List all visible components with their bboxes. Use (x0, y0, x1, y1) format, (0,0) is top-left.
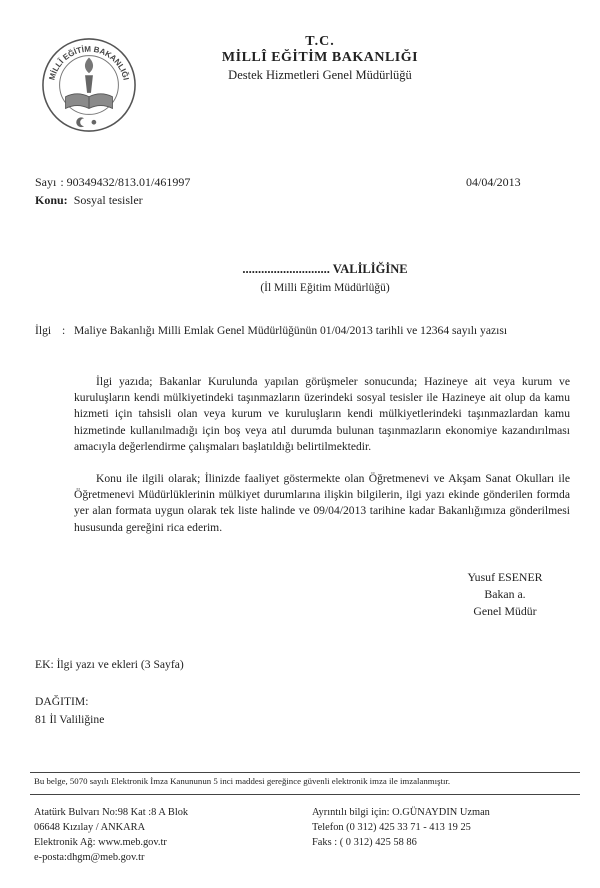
signer-name: Yusuf ESENER (467, 570, 543, 584)
distribution-label: DAĞITIM: (35, 695, 89, 708)
logo-arc-text: MİLLÎ EĞİTİM BAKANLIĞI (47, 44, 131, 82)
footer-email-link[interactable]: e-posta:dhgm@meb.gov.tr (34, 852, 145, 863)
footer-divider-bottom (30, 794, 580, 795)
footer-address-line: 06648 Kızılay / ANKARA (34, 822, 146, 833)
body-paragraph-2 (74, 471, 570, 536)
footer-address (34, 805, 188, 865)
footer-address-line: Atatürk Bulvarı No:98 Kat :8 A Blok (34, 807, 189, 818)
sayi-value: : 90349432/813.01/461997 (60, 175, 191, 189)
recipient-title: ............................ VALİLİĞİNE (242, 262, 408, 276)
ilgi-label: İlgi (35, 324, 52, 337)
ilgi-colon: : (62, 324, 66, 337)
footer-divider-top (30, 772, 580, 773)
body-paragraph-1 (74, 374, 570, 455)
footer-contact-person: Ayrıntılı bilgi için: O.GÜNAYDIN Uzman (312, 807, 490, 818)
signer-role-1: Bakan a. (484, 587, 526, 601)
ministry-logo (40, 36, 138, 134)
signer-role-2: Genel Müdür (473, 604, 537, 618)
footer-fax: Faks : ( 0 312) 425 58 86 (312, 837, 417, 848)
footer-web-link[interactable]: Elektronik Ağ: www.meb.gov.tr (34, 837, 167, 848)
sayi-label: Sayı (35, 175, 57, 189)
paragraph-2-text: Konu ile ilgili olarak; İlinizde faaliyet göstermekte olan Öğretmenevi ve Akşam Sanat Okulları ile Öğretmenevi Müdürlüklerinin mülkiyet durumlarına ilişkin bilgilerin, ilgi yazı ekinde gönderilen formda yer alan formata uygun olarak tek liste halinde ve 09/04/2013 tarihine kadar Bakanlığımıza gönderilmesi hususunda gereğini rica ederim. (74, 472, 570, 534)
footer-contact (312, 805, 490, 850)
header-department: Destek Hizmetleri Genel Müdürlüğü (228, 68, 412, 82)
konu-label: Konu: (35, 193, 68, 207)
konu-row (35, 193, 143, 208)
document-date: 04/04/2013 (466, 175, 521, 189)
signature-block (420, 569, 590, 620)
footer-phone: Telefon (0 312) 425 33 71 - 413 19 25 (312, 822, 471, 833)
konu-value: Sosyal tesisler (73, 193, 143, 207)
recipient-subtitle: (İl Milli Eğitim Müdürlüğü) (260, 282, 390, 294)
attachment-line: EK: İlgi yazı ve ekleri (3 Sayfa) (35, 658, 184, 671)
header-ministry: MİLLÎ EĞİTİM BAKANLIĞI (221, 50, 419, 65)
distribution-value: 81 İl Valiliğine (35, 713, 105, 726)
sayi-row (35, 175, 190, 190)
paragraph-1-text: İlgi yazıda; Bakanlar Kurulunda yapılan görüşmeler sonucunda; Hazineye ait veya kurum ve kuruluşların kendi mülkiyetindeki taşınmazların üzerindeki sosyal tesisler ile Hazineye ait olup da kamu hizmeti için tahsisli olan veya kurum ve kuruluşların kendi mülkiyetlerindeki taşınmazlardan kamu hizmetinde kullanılmadığı için boş veya atıl durumda bulunan taşınmazların ekonomiye kazandırılması amacıyla değerlendirme çalışmaları başlatıldığı belirtilmektedir. (74, 375, 570, 453)
ilgi-text: Maliye Bakanlığı Milli Emlak Genel Müdürlüğünün 01/04/2013 tarihli ve 12364 sayılı yazısı (74, 324, 508, 337)
header-country: T.C. (305, 34, 335, 49)
e-signature-note: Bu belge, 5070 sayılı Elektronik İmza Kanununun 5 inci maddesi gereğince güvenli elektronik imza ile imzalanmıştır. (34, 776, 451, 786)
